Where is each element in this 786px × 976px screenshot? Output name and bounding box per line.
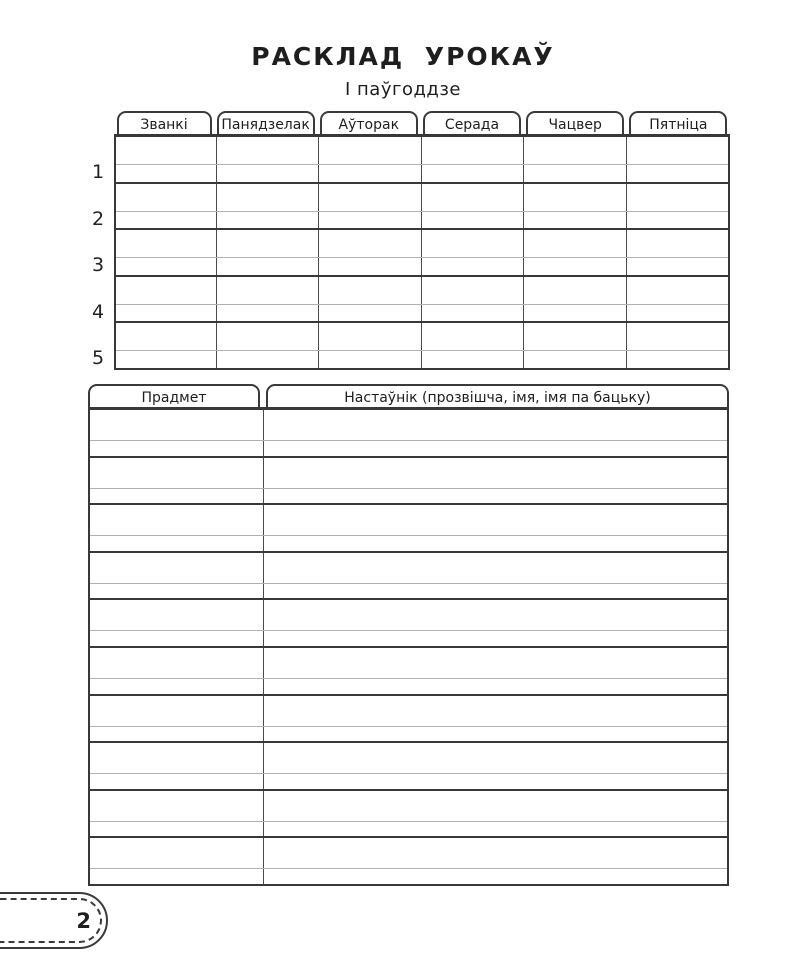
subject-cell [90, 838, 263, 884]
header-tab-monday: Панядзелак [217, 111, 315, 134]
schedule-lesson-row [91, 184, 728, 231]
teacher-name-cell [263, 410, 727, 456]
teacher-name-cell [263, 458, 727, 504]
schedule-cell [523, 277, 625, 322]
page-title: РАСКЛАД УРОКАЎ [251, 42, 555, 71]
subject-cell [90, 743, 263, 789]
teacher-name-cell [263, 553, 727, 599]
schedule-cell [116, 137, 216, 182]
page-number: 2 [76, 908, 91, 933]
subject-cell [90, 696, 263, 742]
schedule-cell [216, 184, 318, 229]
schedule-cell [116, 323, 216, 368]
teacher-name-cell [263, 743, 727, 789]
teacher-name-cell [263, 648, 727, 694]
lesson-number: 3 [91, 254, 105, 276]
subject-cell [90, 553, 263, 599]
schedule-cell [116, 230, 216, 275]
schedule-cell [421, 230, 523, 275]
subject-cell [90, 600, 263, 646]
schedule-body [91, 134, 730, 370]
schedule-lesson-row [91, 230, 728, 277]
teacher-row [90, 410, 727, 458]
header-tab-teacher: Настаўнік (прозвішча, імя, імя па бацьку) [266, 384, 729, 407]
teacher-row [90, 838, 727, 884]
schedule-cell [116, 184, 216, 229]
schedule-cell [318, 137, 420, 182]
lesson-number: 5 [91, 347, 105, 369]
lesson-number: 1 [91, 161, 105, 183]
teachers-body [88, 407, 729, 886]
teacher-row [90, 553, 727, 601]
header-tab-bells: Званкі [117, 111, 212, 134]
page-number-badge [0, 892, 108, 949]
teacher-name-cell [263, 505, 727, 551]
teacher-row [90, 696, 727, 744]
schedule-header-row [114, 111, 730, 134]
teacher-name-cell [263, 838, 727, 884]
schedule-cell [216, 323, 318, 368]
teacher-name-cell [263, 600, 727, 646]
header-tab-wednesday: Серада [423, 111, 521, 134]
schedule-cell [421, 137, 523, 182]
schedule-lesson-row [91, 277, 728, 324]
teachers-header-row [88, 384, 729, 407]
schedule-cell [523, 323, 625, 368]
schedule-cell [523, 184, 625, 229]
schedule-cell [318, 323, 420, 368]
schedule-lesson-row [91, 323, 728, 369]
teacher-row [90, 743, 727, 791]
schedule-cell [216, 137, 318, 182]
schedule-table [91, 111, 730, 370]
page-subtitle: І паўгоддзе [345, 79, 461, 100]
schedule-cell [421, 323, 523, 368]
header-tab-tuesday: Аўторак [320, 111, 418, 134]
lesson-number: 2 [91, 207, 105, 230]
subject-cell [90, 648, 263, 694]
schedule-cell [523, 230, 625, 275]
teacher-row [90, 600, 727, 648]
schedule-cell [318, 184, 420, 229]
lesson-number: 4 [91, 300, 105, 323]
subject-cell [90, 505, 263, 551]
teacher-row [90, 458, 727, 506]
schedule-cell [626, 277, 728, 322]
subject-cell [90, 458, 263, 504]
schedule-cell [216, 230, 318, 275]
schedule-cell [626, 137, 728, 182]
header-tab-subject: Прадмет [88, 384, 260, 407]
schedule-cell [216, 277, 318, 322]
teacher-row [90, 505, 727, 553]
header-tab-friday: Пятніца [629, 111, 727, 134]
schedule-cell [421, 277, 523, 322]
schedule-cell [626, 230, 728, 275]
schedule-cell [626, 323, 728, 368]
schedule-lesson-row [91, 137, 728, 184]
schedule-cell [626, 184, 728, 229]
schedule-cell [318, 230, 420, 275]
schedule-cell [523, 137, 625, 182]
subject-cell [90, 410, 263, 456]
teacher-name-cell [263, 696, 727, 742]
teacher-row [90, 648, 727, 696]
teacher-name-cell [263, 791, 727, 837]
schedule-cell [116, 277, 216, 322]
schedule-cell [318, 277, 420, 322]
schedule-cell [421, 184, 523, 229]
teachers-table [88, 384, 729, 886]
teacher-row [90, 791, 727, 839]
header-tab-thursday: Чацвер [526, 111, 624, 134]
subject-cell [90, 791, 263, 837]
